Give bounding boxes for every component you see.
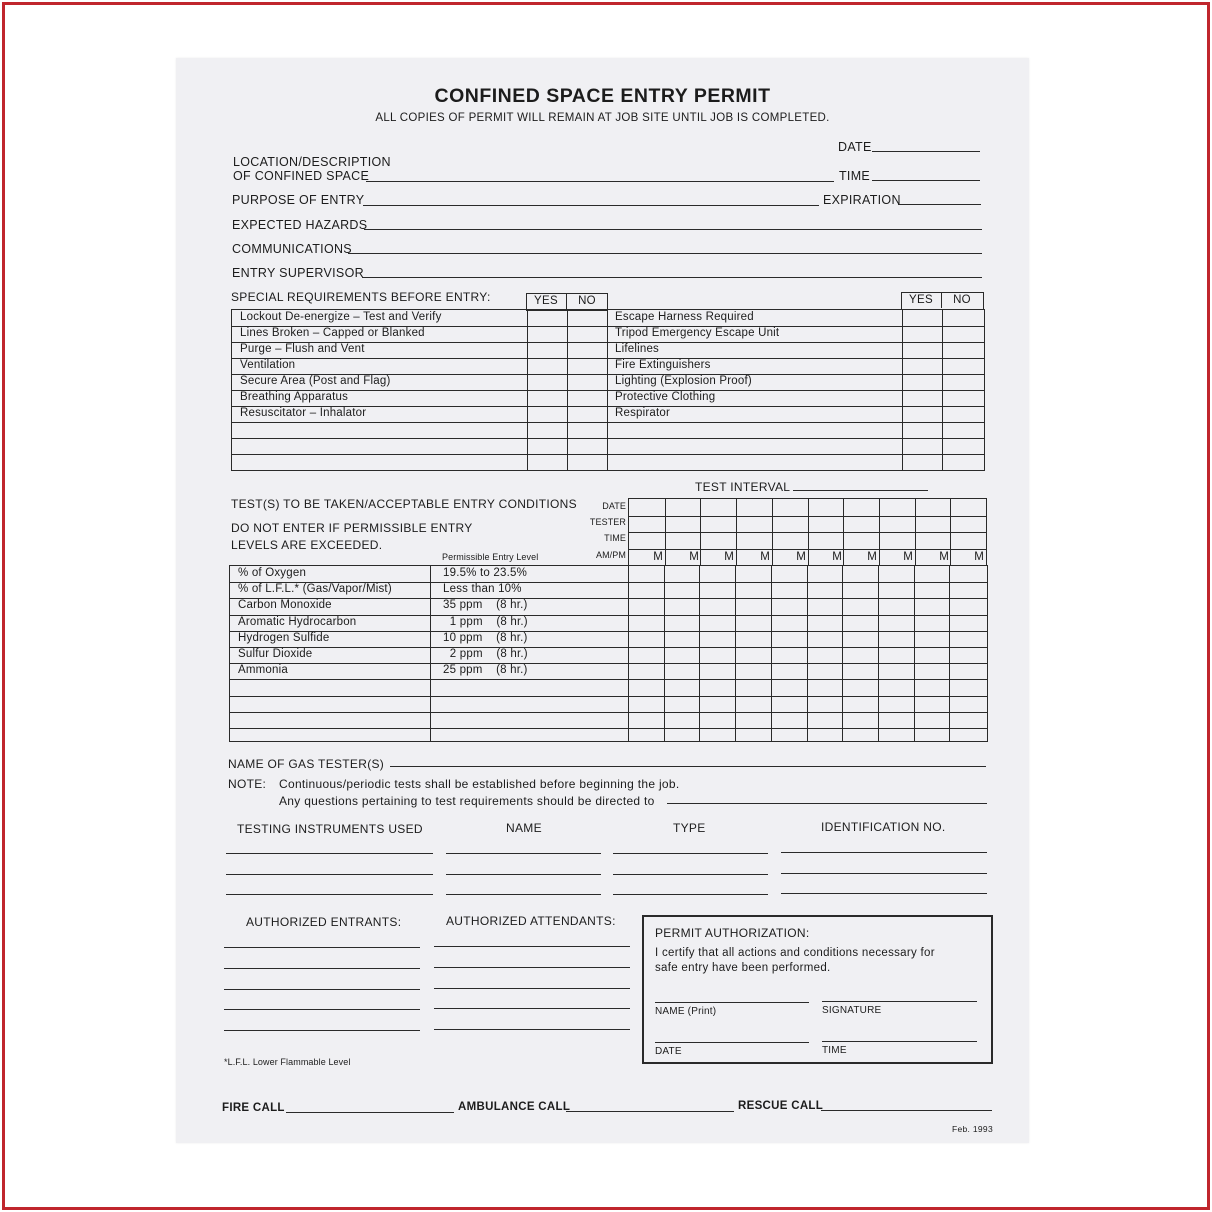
reading-cell[interactable] xyxy=(629,647,664,662)
meridiem-label: M xyxy=(903,551,913,563)
supervisor-label: ENTRY SUPERVISOR xyxy=(232,266,364,280)
no-checkbox-cell[interactable] xyxy=(943,454,984,470)
table-row-line xyxy=(230,728,987,729)
requirement-item: Breathing Apparatus xyxy=(240,391,349,403)
yes-checkbox-cell[interactable] xyxy=(528,310,567,326)
permit-form xyxy=(176,58,1029,1143)
attendant-line[interactable] xyxy=(434,946,630,947)
no-checkbox-cell[interactable] xyxy=(943,310,984,326)
rescue-call-line[interactable] xyxy=(821,1110,992,1111)
reading-cell[interactable] xyxy=(808,696,843,711)
meridiem-label: M xyxy=(867,551,877,563)
entrant-line[interactable] xyxy=(224,947,420,948)
no-checkbox-cell[interactable] xyxy=(943,342,984,358)
reading-cell[interactable] xyxy=(665,712,700,727)
gas-tester-line[interactable] xyxy=(390,766,986,767)
requirement-item: Lifelines xyxy=(615,343,659,355)
reading-cell[interactable] xyxy=(915,696,950,711)
table-row-line xyxy=(232,438,984,439)
test-name: Ammonia xyxy=(238,664,288,676)
reading-cell[interactable] xyxy=(772,647,807,662)
requirement-item: Ventilation xyxy=(240,359,296,371)
location-label-1: LOCATION/DESCRIPTION xyxy=(233,155,391,169)
reading-cell[interactable] xyxy=(700,663,735,678)
requirement-item: Fire Extinguishers xyxy=(615,359,711,371)
reading-cell[interactable] xyxy=(629,696,664,711)
reading-cell[interactable] xyxy=(629,598,664,613)
no-checkbox-cell[interactable] xyxy=(568,358,607,374)
reading-cell[interactable] xyxy=(629,582,664,597)
special-requirements-heading: SPECIAL REQUIREMENTS BEFORE ENTRY: xyxy=(231,290,491,304)
no-checkbox-cell[interactable] xyxy=(568,406,607,422)
revision-date: Feb. 1993 xyxy=(952,1124,993,1134)
test-permissible-level: 2 ppm (8 hr.) xyxy=(443,648,528,660)
instrument-entry-line[interactable] xyxy=(226,874,433,875)
no-checkbox-cell[interactable] xyxy=(568,326,607,342)
communications-label: COMMUNICATIONS xyxy=(232,242,352,256)
reading-cell[interactable] xyxy=(665,663,700,678)
reading-cell[interactable] xyxy=(736,566,771,581)
interval-row-label: DATE xyxy=(602,501,626,511)
no-checkbox-cell[interactable] xyxy=(568,342,607,358)
no-checkbox-cell[interactable] xyxy=(568,422,607,438)
no-checkbox-cell[interactable] xyxy=(943,390,984,406)
permissible-level-label: Permissible Entry Level xyxy=(442,552,539,562)
reading-cell[interactable] xyxy=(700,582,735,597)
interval-row-line xyxy=(629,549,986,550)
no-checkbox-cell[interactable] xyxy=(568,454,607,470)
reading-cell[interactable] xyxy=(915,679,950,694)
reading-cell[interactable] xyxy=(736,696,771,711)
requirement-item: Lighting (Explosion Proof) xyxy=(615,375,752,387)
table-row-line xyxy=(232,454,984,455)
note-line-1: Continuous/periodic tests shall be established before beginning the job. xyxy=(279,777,680,791)
reading-cell[interactable] xyxy=(700,615,735,630)
requirement-item: Lockout De-energize – Test and Verify xyxy=(240,311,442,323)
no-checkbox-cell[interactable] xyxy=(943,422,984,438)
test-name: Carbon Monoxide xyxy=(238,599,332,611)
meridiem-label: M xyxy=(689,551,699,563)
reading-cell[interactable] xyxy=(665,615,700,630)
reading-cell[interactable] xyxy=(950,663,985,678)
reading-cell[interactable] xyxy=(808,582,843,597)
reading-cell[interactable] xyxy=(879,598,914,613)
reading-cell[interactable] xyxy=(808,712,843,727)
test-permissible-level: 19.5% to 23.5% xyxy=(443,567,527,579)
reading-cell[interactable] xyxy=(879,566,914,581)
yes-checkbox-cell[interactable] xyxy=(528,406,567,422)
reading-cell[interactable] xyxy=(950,712,985,727)
reading-cell[interactable] xyxy=(772,566,807,581)
requirement-item: Purge – Flush and Vent xyxy=(240,343,365,355)
yes-checkbox-cell[interactable] xyxy=(903,374,942,390)
table-row-line xyxy=(232,422,984,423)
reading-cell[interactable] xyxy=(772,663,807,678)
footnote: *L.F.L. Lower Flammable Level xyxy=(224,1057,351,1067)
interval-row-line xyxy=(629,532,986,533)
reading-cell[interactable] xyxy=(879,712,914,727)
date-line[interactable] xyxy=(872,151,980,152)
special-requirements-table xyxy=(231,309,985,471)
yes-checkbox-cell[interactable] xyxy=(903,342,942,358)
permit-authorization-box xyxy=(642,915,993,1064)
test-name: Hydrogen Sulfide xyxy=(238,632,330,644)
instruments-col-2: NAME xyxy=(506,821,542,835)
meridiem-label: M xyxy=(796,551,806,563)
reading-cell[interactable] xyxy=(700,647,735,662)
reading-cell[interactable] xyxy=(700,631,735,646)
reading-cell[interactable] xyxy=(843,615,878,630)
yes-checkbox-cell[interactable] xyxy=(903,406,942,422)
reading-cell[interactable] xyxy=(843,712,878,727)
reading-cell[interactable] xyxy=(772,582,807,597)
test-name: % of Oxygen xyxy=(238,567,307,579)
no-checkbox-cell[interactable] xyxy=(943,438,984,454)
reading-cell[interactable] xyxy=(736,631,771,646)
ambulance-call-label: AMBULANCE CALL xyxy=(458,1101,571,1113)
reading-cell[interactable] xyxy=(665,598,700,613)
instrument-entry-line[interactable] xyxy=(446,894,601,895)
no-header-left: NO xyxy=(578,295,596,307)
expiration-label: EXPIRATION xyxy=(823,193,901,207)
reading-cell[interactable] xyxy=(808,679,843,694)
reading-cell[interactable] xyxy=(950,647,985,662)
test-name: % of L.F.L.* (Gas/Vapor/Mist) xyxy=(238,583,392,595)
requirement-item: Escape Harness Required xyxy=(615,311,754,323)
reading-cell[interactable] xyxy=(629,631,664,646)
instrument-entry-line[interactable] xyxy=(613,853,768,854)
yes-checkbox-cell[interactable] xyxy=(528,342,567,358)
test-permissible-level: Less than 10% xyxy=(443,583,522,595)
entrant-line[interactable] xyxy=(224,1030,420,1031)
reading-cell[interactable] xyxy=(808,663,843,678)
requirement-item: Lines Broken – Capped or Blanked xyxy=(240,327,425,339)
reading-cell[interactable] xyxy=(808,647,843,662)
reading-cell[interactable] xyxy=(915,712,950,727)
test-name: Aromatic Hydrocarbon xyxy=(238,616,357,628)
name-print-label: NAME (Print) xyxy=(655,1006,717,1017)
tests-warning-1: DO NOT ENTER IF PERMISSIBLE ENTRY xyxy=(231,521,473,535)
reading-cell[interactable] xyxy=(665,631,700,646)
instrument-entry-line[interactable] xyxy=(613,894,768,895)
note-label: NOTE: xyxy=(228,777,267,791)
auth-time-line[interactable] xyxy=(822,1041,977,1042)
reading-cell[interactable] xyxy=(950,615,985,630)
reading-cell[interactable] xyxy=(665,647,700,662)
attendant-line[interactable] xyxy=(434,1008,630,1009)
reading-cell[interactable] xyxy=(879,679,914,694)
reading-cell[interactable] xyxy=(808,566,843,581)
expiration-line[interactable] xyxy=(898,204,981,205)
name-print-line[interactable] xyxy=(655,1002,809,1003)
auth-date-line[interactable] xyxy=(655,1042,809,1043)
reading-cell[interactable] xyxy=(950,566,985,581)
reading-cell[interactable] xyxy=(915,582,950,597)
reading-cell[interactable] xyxy=(700,566,735,581)
no-checkbox-cell[interactable] xyxy=(943,374,984,390)
reading-cell[interactable] xyxy=(950,696,985,711)
yes-checkbox-cell[interactable] xyxy=(903,310,942,326)
attendant-line[interactable] xyxy=(434,967,630,968)
yes-checkbox-cell[interactable] xyxy=(903,454,942,470)
table-column-divider xyxy=(430,566,431,741)
requirement-item: Resuscitator – Inhalator xyxy=(240,407,367,419)
reading-cell[interactable] xyxy=(629,615,664,630)
reading-cell[interactable] xyxy=(665,696,700,711)
location-line[interactable] xyxy=(366,181,834,182)
reading-cell[interactable] xyxy=(843,598,878,613)
reading-cell[interactable] xyxy=(879,696,914,711)
no-checkbox-cell[interactable] xyxy=(568,438,607,454)
communications-line[interactable] xyxy=(348,253,982,254)
reading-cell[interactable] xyxy=(629,712,664,727)
reading-cell[interactable] xyxy=(736,679,771,694)
note-line-2: Any questions pertaining to test requirements should be directed to xyxy=(279,794,655,808)
yes-checkbox-cell[interactable] xyxy=(903,326,942,342)
reading-cell[interactable] xyxy=(879,582,914,597)
instrument-entry-line[interactable] xyxy=(781,873,987,874)
reading-cell[interactable] xyxy=(915,566,950,581)
reading-cell[interactable] xyxy=(700,598,735,613)
attendant-line[interactable] xyxy=(434,1029,630,1030)
reading-cell[interactable] xyxy=(665,679,700,694)
reading-cell[interactable] xyxy=(950,631,985,646)
yes-checkbox-cell[interactable] xyxy=(528,326,567,342)
no-checkbox-cell[interactable] xyxy=(568,310,607,326)
reading-cell[interactable] xyxy=(915,615,950,630)
authorized-entrants-label: AUTHORIZED ENTRANTS: xyxy=(246,915,402,929)
instrument-entry-line[interactable] xyxy=(781,852,987,853)
reading-cell[interactable] xyxy=(808,631,843,646)
instrument-entry-line[interactable] xyxy=(226,894,433,895)
reading-cell[interactable] xyxy=(700,696,735,711)
reading-cell[interactable] xyxy=(772,712,807,727)
meridiem-label: M xyxy=(724,551,734,563)
permit-auth-statement-2: safe entry have been performed. xyxy=(655,962,831,974)
form-subtitle: ALL COPIES OF PERMIT WILL REMAIN AT JOB SITE UNTIL JOB IS COMPLETED. xyxy=(375,112,830,124)
yes-checkbox-cell[interactable] xyxy=(528,422,567,438)
signature-line[interactable] xyxy=(822,1001,977,1002)
reading-cell[interactable] xyxy=(843,696,878,711)
yes-checkbox-cell[interactable] xyxy=(528,390,567,406)
date-label: DATE xyxy=(838,140,872,154)
reading-cell[interactable] xyxy=(915,598,950,613)
reading-cell[interactable] xyxy=(950,598,985,613)
reading-cell[interactable] xyxy=(808,598,843,613)
reading-cell[interactable] xyxy=(843,663,878,678)
hazards-label: EXPECTED HAZARDS xyxy=(232,218,368,232)
instruments-col-3: TYPE xyxy=(673,821,706,835)
test-interval-line[interactable] xyxy=(793,490,928,491)
entrant-line[interactable] xyxy=(224,968,420,969)
reading-cell[interactable] xyxy=(879,663,914,678)
requirement-item: Respirator xyxy=(615,407,671,419)
attendant-line[interactable] xyxy=(434,988,630,989)
test-name: Sulfur Dioxide xyxy=(238,648,313,660)
no-checkbox-cell[interactable] xyxy=(568,390,607,406)
meridiem-label: M xyxy=(760,551,770,563)
yes-checkbox-cell[interactable] xyxy=(903,422,942,438)
entrant-line[interactable] xyxy=(224,1009,420,1010)
interval-row-line xyxy=(629,516,986,517)
gas-tester-label: NAME OF GAS TESTER(S) xyxy=(228,757,385,771)
reading-cell[interactable] xyxy=(950,582,985,597)
reading-cell[interactable] xyxy=(843,566,878,581)
ambulance-call-line[interactable] xyxy=(566,1111,734,1112)
instrument-entry-line[interactable] xyxy=(781,893,987,894)
reading-cell[interactable] xyxy=(772,598,807,613)
instrument-entry-line[interactable] xyxy=(446,853,601,854)
purpose-line[interactable] xyxy=(363,205,819,206)
reading-cell[interactable] xyxy=(808,615,843,630)
table-row-line xyxy=(232,358,984,359)
reading-cell[interactable] xyxy=(879,615,914,630)
supervisor-line[interactable] xyxy=(362,277,982,278)
test-permissible-level: 25 ppm (8 hr.) xyxy=(443,664,528,676)
reading-cell[interactable] xyxy=(915,663,950,678)
form-title: CONFINED SPACE ENTRY PERMIT xyxy=(434,85,771,107)
reading-cell[interactable] xyxy=(879,631,914,646)
instruments-col-1: TESTING INSTRUMENTS USED xyxy=(237,822,423,836)
test-permissible-level: 10 ppm (8 hr.) xyxy=(443,632,528,644)
meridiem-label: M xyxy=(653,551,663,563)
yes-checkbox-cell[interactable] xyxy=(528,454,567,470)
instrument-entry-line[interactable] xyxy=(446,874,601,875)
time-line[interactable] xyxy=(872,180,980,181)
reading-cell[interactable] xyxy=(843,582,878,597)
fire-call-label: FIRE CALL xyxy=(222,1102,285,1114)
yes-checkbox-cell[interactable] xyxy=(903,390,942,406)
requirement-item: Secure Area (Post and Flag) xyxy=(240,375,391,387)
yes-checkbox-cell[interactable] xyxy=(528,358,567,374)
permit-auth-statement-1: I certify that all actions and conditions necessary for xyxy=(655,947,935,959)
reading-cell[interactable] xyxy=(915,631,950,646)
reading-cell[interactable] xyxy=(915,647,950,662)
reading-cell[interactable] xyxy=(736,615,771,630)
yes-header-right: YES xyxy=(909,294,933,306)
test-permissible-level: 35 ppm (8 hr.) xyxy=(443,599,528,611)
interval-row-label: AM/PM xyxy=(595,550,626,560)
auth-time-label: TIME xyxy=(822,1045,847,1056)
reading-cell[interactable] xyxy=(736,647,771,662)
reading-cell[interactable] xyxy=(843,647,878,662)
no-checkbox-cell[interactable] xyxy=(943,358,984,374)
yes-checkbox-cell[interactable] xyxy=(903,358,942,374)
reading-cell[interactable] xyxy=(772,679,807,694)
signature-label: SIGNATURE xyxy=(822,1005,882,1016)
reading-cell[interactable] xyxy=(736,712,771,727)
no-checkbox-cell[interactable] xyxy=(943,406,984,422)
reading-cell[interactable] xyxy=(950,679,985,694)
permit-auth-heading: PERMIT AUTHORIZATION: xyxy=(655,926,810,940)
test-interval-label: TEST INTERVAL xyxy=(695,480,791,494)
hazards-line[interactable] xyxy=(364,229,982,230)
reading-cell[interactable] xyxy=(629,679,664,694)
reading-cell[interactable] xyxy=(772,696,807,711)
reading-cell[interactable] xyxy=(772,631,807,646)
requirement-item: Protective Clothing xyxy=(615,391,716,403)
interval-grid xyxy=(628,498,987,566)
reading-cell[interactable] xyxy=(736,598,771,613)
reading-cell[interactable] xyxy=(629,566,664,581)
requirement-item: Tripod Emergency Escape Unit xyxy=(615,327,780,339)
yes-checkbox-cell[interactable] xyxy=(528,438,567,454)
purpose-label: PURPOSE OF ENTRY xyxy=(232,193,365,207)
test-permissible-level: 1 ppm (8 hr.) xyxy=(443,616,528,628)
no-header-right: NO xyxy=(953,294,971,306)
tests-table xyxy=(229,565,988,742)
directed-to-line[interactable] xyxy=(667,803,987,804)
reading-cell[interactable] xyxy=(665,582,700,597)
reading-cell[interactable] xyxy=(629,663,664,678)
reading-cell[interactable] xyxy=(843,679,878,694)
fire-call-line[interactable] xyxy=(286,1112,454,1113)
no-checkbox-cell[interactable] xyxy=(943,326,984,342)
interval-row-label: TIME xyxy=(604,533,626,543)
instrument-entry-line[interactable] xyxy=(226,853,433,854)
yes-header-left: YES xyxy=(534,295,558,307)
instrument-entry-line[interactable] xyxy=(613,874,768,875)
no-checkbox-cell[interactable] xyxy=(568,374,607,390)
entrant-line[interactable] xyxy=(224,989,420,990)
meridiem-label: M xyxy=(939,551,949,563)
meridiem-label: M xyxy=(832,551,842,563)
instruments-col-4: IDENTIFICATION NO. xyxy=(821,820,946,834)
rescue-call-label: RESCUE CALL xyxy=(738,1100,824,1112)
reading-cell[interactable] xyxy=(843,631,878,646)
authorized-attendants-label: AUTHORIZED ATTENDANTS: xyxy=(446,914,616,928)
reading-cell[interactable] xyxy=(736,663,771,678)
interval-row-label: TESTER xyxy=(589,517,626,527)
yes-checkbox-cell[interactable] xyxy=(528,374,567,390)
reading-cell[interactable] xyxy=(665,566,700,581)
reading-cell[interactable] xyxy=(772,615,807,630)
tests-heading: TEST(S) TO BE TAKEN/ACCEPTABLE ENTRY CONDITIONS xyxy=(231,497,577,511)
auth-date-label: DATE xyxy=(655,1046,682,1057)
reading-cell[interactable] xyxy=(879,647,914,662)
time-label: TIME xyxy=(839,169,871,183)
reading-cell[interactable] xyxy=(700,679,735,694)
yes-checkbox-cell[interactable] xyxy=(903,438,942,454)
meridiem-label: M xyxy=(974,551,984,563)
reading-cell[interactable] xyxy=(736,582,771,597)
location-label-2: OF CONFINED SPACE xyxy=(233,169,370,183)
tests-warning-2: LEVELS ARE EXCEEDED. xyxy=(231,538,383,552)
reading-cell[interactable] xyxy=(700,712,735,727)
